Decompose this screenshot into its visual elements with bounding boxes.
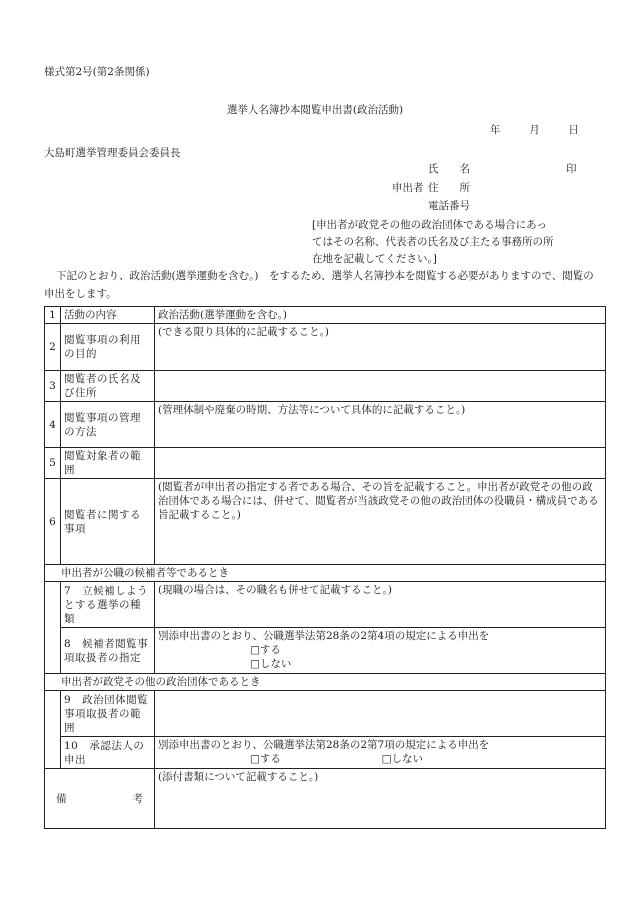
row-election-type [45, 582, 606, 628]
checkbox-yes[interactable]: □する [250, 644, 281, 656]
indent-cell [45, 628, 61, 674]
row-activity [45, 307, 606, 324]
date-line [490, 124, 579, 137]
row-number: 6 [45, 479, 61, 565]
row-number: 5 [45, 448, 61, 479]
purpose-value[interactable]: (できる限り具体的に記載すること。) [155, 324, 606, 371]
row-remarks [45, 769, 606, 829]
date-day: 日 [568, 124, 579, 136]
corp-text: 別添申出書のとおり、公職選挙法第28条の2第7項の規定による申出を [158, 739, 490, 751]
row-label: 7 立候補しようとする選挙の種類 [61, 582, 155, 628]
addressee: 大島町選挙管理委員会委員長 [44, 147, 181, 159]
row-number: 2 [45, 324, 61, 371]
document-title: 選挙人名簿抄本閲覧申出書(政治活動) [226, 104, 404, 116]
remarks-label-right: 考 [132, 792, 143, 805]
phone-label: 電話番号 [428, 200, 470, 212]
row-label: 10 承認法人の申出 [61, 737, 155, 769]
section-heading: 申出者が公職の候補者等であるとき [45, 565, 606, 582]
management-value[interactable]: (管理体制や廃棄の時期、方法等について具体的に記載すること。) [155, 402, 606, 448]
application-table [44, 306, 606, 829]
note-line: てはその名称、代表者の氏名及び主たる事務所の所 [312, 236, 554, 248]
row-purpose [45, 324, 606, 371]
address-label: 住 所 [428, 182, 470, 194]
row-label: 閲覧者に関する事項 [61, 479, 155, 565]
name-label: 氏 名 [428, 163, 470, 175]
remarks-label [45, 769, 155, 829]
row-number: 4 [45, 402, 61, 448]
remarks-label-left: 備 [56, 792, 67, 805]
seal-mark: 印 [566, 163, 577, 175]
corp-options [158, 752, 602, 766]
intro-paragraph: 下記のとおり、政治活動(選挙運動を含む。) をするため、選挙人名簿抄本を閲覧する必要がありますので、閲覧の申出をします。 [44, 270, 594, 300]
row-target-scope [45, 448, 606, 479]
row-label: 閲覧対象者の範囲 [61, 448, 155, 479]
indent-cell [45, 691, 61, 737]
checkbox-yes[interactable]: □する [250, 753, 281, 765]
indent-cell [45, 737, 61, 769]
row-candidate-handler [45, 628, 606, 674]
viewer-matters-value[interactable]: (閲覧者が申出者の指定する者である場合、その旨を記載すること。申出者が政党その他の政治団体である場合には、併せて、閲覧者が当該政党その他の政治団体の役職員・構成員である旨記載すること。) [155, 479, 606, 565]
note-line: [申出者が政党その他の政治団体である場合にあっ [312, 219, 547, 231]
target-scope-value[interactable] [155, 448, 606, 479]
candidate-handler-value [155, 628, 606, 674]
section-heading: 申出者が政党その他の政治団体であるとき [45, 674, 606, 691]
row-number: 3 [45, 371, 61, 402]
row-label: 閲覧事項の管理の方法 [61, 402, 155, 448]
candidate-section-heading [45, 565, 606, 582]
applicant-label: 申出者 [392, 182, 424, 194]
form-number: 様式第2号(第2条関係) [44, 66, 150, 78]
applicant-note [312, 217, 592, 268]
row-viewer-matters [45, 479, 606, 565]
date-month: 月 [529, 124, 540, 136]
election-type-value[interactable]: (現職の場合は、その職名も併せて記載すること。) [155, 582, 606, 628]
indent-cell [45, 582, 61, 628]
checkbox-no[interactable]: □しない [381, 753, 424, 765]
row-viewer-identity [45, 371, 606, 402]
row-label: 活動の内容 [61, 307, 155, 324]
handler-text: 別添申出書のとおり、公職選挙法第28条の2第4項の規定による申出を [158, 630, 490, 642]
party-handler-value[interactable] [155, 691, 606, 737]
row-management [45, 402, 606, 448]
approved-corp-value [155, 737, 606, 769]
checkbox-no[interactable]: □しない [250, 658, 292, 670]
row-label: 9 政治団体閲覧事項取扱者の範囲 [61, 691, 155, 737]
row-number: 1 [45, 307, 61, 324]
date-year: 年 [490, 124, 501, 136]
row-label: 閲覧者の氏名及び住所 [61, 371, 155, 402]
party-section-heading [45, 674, 606, 691]
note-line: 在地を記載してください。] [312, 253, 437, 265]
row-label: 閲覧事項の利用の目的 [61, 324, 155, 371]
remarks-value[interactable]: (添付書類について記載すること。) [155, 769, 606, 829]
row-approved-corp [45, 737, 606, 769]
row-label: 8 候補者閲覧事項取扱者の指定 [61, 628, 155, 674]
activity-value: 政治活動(選挙運動を含む。) [155, 307, 606, 324]
viewer-identity-value[interactable] [155, 371, 606, 402]
row-party-handler [45, 691, 606, 737]
